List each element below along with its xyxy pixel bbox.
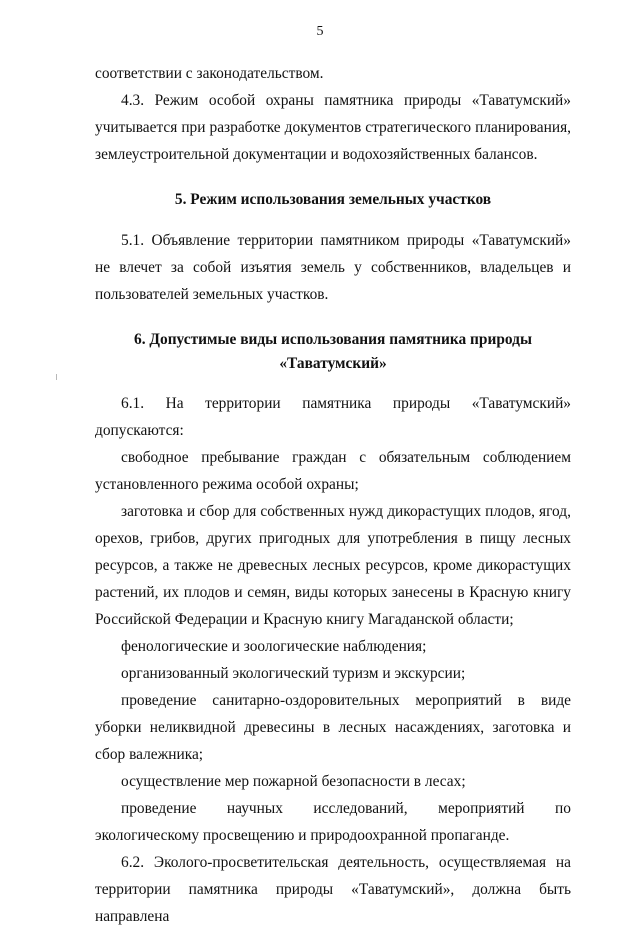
paragraph-6-1: 6.1. На территории памятника природы «Таватумский» допускаются: [95, 395, 571, 439]
list-item-sanitary: проведение санитарно-оздоровительных мероприятий в виде уборки неликвидной древесины в лесных насаждениях, заготовка и сбор валежника; [95, 692, 571, 763]
paragraph-5-1: 5.1. Объявление территории памятником природы «Таватумский» не влечет за собой изъятия земель у собственников, владельцев и пользователей земельных участков. [95, 232, 571, 303]
list-item-research: проведение научных исследований, мероприятий по экологическому просвещению и природоохранной пропаганде. [95, 800, 571, 844]
paragraph-4-3: 4.3. Режим особой охраны памятника природы «Таватумский» учитывается при разработке документов стратегического планирования, землеустроительной документации и водохозяйственных балансов. [95, 92, 571, 163]
paragraph-continuation: соответствии с законодательством. [95, 65, 324, 82]
list-item-fire-safety: осуществление мер пожарной безопасности в лесах; [121, 773, 466, 790]
document-body [95, 60, 571, 930]
list-item-harvesting: заготовка и сбор для собственных нужд дикорастущих плодов, ягод, орехов, грибов, других пригодных для употребления в пищу лесных ресурсов, а также не древесных лесных ресурсов, кроме дикорастущих растений, их плодов и семян, виды которых занесены в Красную книгу Российской Федерации и Красную книгу Магаданской области; [95, 503, 571, 628]
list-item-observations: фенологические и зоологические наблюдения; [121, 638, 427, 655]
section-heading-6 [95, 328, 571, 376]
section-heading-6-line1: 6. Допустимые виды использования памятника природы [134, 331, 532, 348]
margin-mark [56, 374, 57, 380]
page-number: 5 [316, 24, 324, 39]
list-item-free-stay: свободное пребывание граждан с обязательным соблюдением установленного режима особой охраны; [95, 449, 571, 493]
paragraph-6-2: 6.2. Эколого-просветительская деятельность, осуществляемая на территории памятника природы «Таватумский», должна быть направлена [95, 854, 571, 925]
section-heading-5: 5. Режим использования земельных участков [174, 191, 492, 208]
section-heading-6-line2: «Таватумский» [279, 355, 387, 372]
list-item-tourism: организованный экологический туризм и экскурсии; [121, 665, 466, 682]
